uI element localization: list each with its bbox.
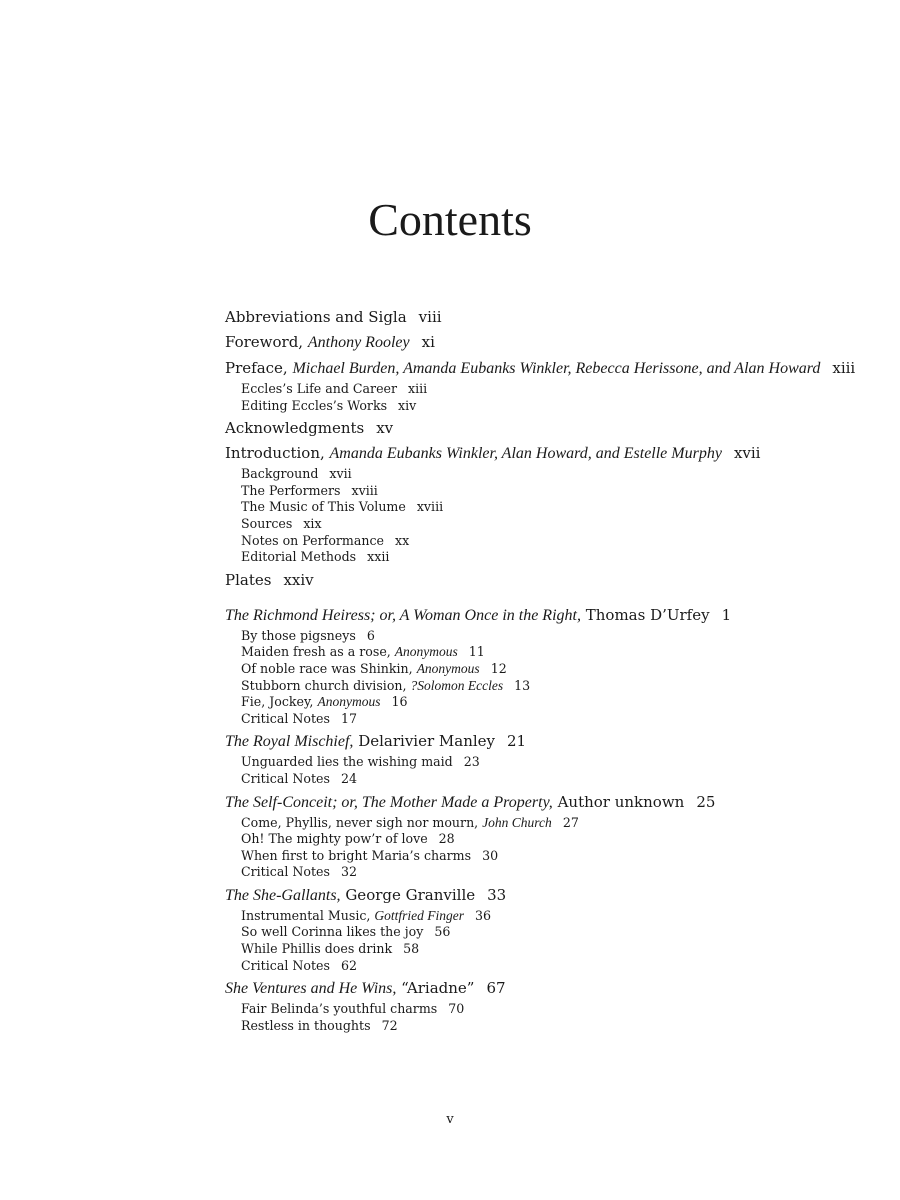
toc-entry-work[interactable] [225,977,885,1000]
work-title: The Royal Mischief, [225,733,354,751]
toc-entry-foreword[interactable] [225,331,885,354]
page-number: xvii [733,444,761,463]
page-number: xxiv [283,570,314,589]
page-number: 16 [391,694,408,710]
subentry-title: Sources [241,515,293,531]
page-number: xxii [367,549,390,565]
toc-subentries [225,815,885,881]
toc-entry-work[interactable] [225,730,885,753]
page-number: 13 [514,677,531,693]
entry-title: Plates [225,570,272,589]
toc-entry-abbreviations[interactable] [225,306,885,328]
page-number: 56 [434,924,451,940]
subentry-title: Notes on Performance [241,532,384,548]
toc-entry-work[interactable] [225,884,885,907]
page-number: 24 [340,770,357,786]
subentry-author: Gottfried Finger [374,907,465,923]
toc-subentry[interactable] [241,483,885,500]
subentry-title: Critical Notes [241,864,330,880]
toc-subentry[interactable] [241,398,885,415]
toc-subentries [225,1001,885,1034]
toc-subentry[interactable] [241,754,885,771]
subentry-title: Editing Eccles’s Works [241,397,388,413]
page-number: xviii [416,499,444,515]
page-number: xiv [398,397,417,413]
work-author: “Ariadne” [401,979,475,998]
toc-subentry[interactable] [241,815,885,832]
page-number: xiii [408,381,428,396]
toc-subentry[interactable] [241,1001,885,1018]
subentry-title: Restless in thoughts [241,1017,371,1033]
page-number: viii [418,308,442,326]
page-number: 6 [366,627,375,643]
subentry-title: The Music of This Volume [241,499,406,515]
subentry-author: Anonymous [317,694,381,710]
work-title: The Richmond Heiress; or, A Woman Once in the Right, [225,606,581,624]
page-number: 67 [486,979,506,998]
page-number: 28 [438,831,455,847]
page-number: 17 [340,710,357,726]
subentry-title: By those pigsneys [241,627,356,643]
page-number: xi [421,333,435,351]
page-number: xvii [329,466,352,482]
toc-entry-work[interactable] [225,791,885,814]
page-number: xiii [832,359,856,377]
toc-subentry[interactable] [241,771,885,788]
toc-subentry[interactable] [241,549,885,566]
entry-title: Introduction, [225,444,330,463]
page-number: 32 [340,864,357,880]
page-title: Contents [368,194,532,245]
subentry-author: John Church [482,814,552,830]
work-author: George Granville [345,885,476,904]
subentry-title: Critical Notes [241,710,330,726]
page-number: 12 [490,660,507,676]
subentry-author: Anonymous [416,660,480,676]
toc-subentry[interactable] [241,499,885,516]
work-title: She Ventures and He Wins, [225,980,397,998]
entry-title: Preface, [225,359,293,377]
work-title: The She-Gallants, [225,886,341,904]
toc-entry-work[interactable] [225,604,885,627]
subentry-title: Critical Notes [241,770,330,786]
subentry-title: Of noble race was Shinkin, [241,660,417,676]
page-number: 58 [403,941,420,957]
toc-subentries [225,628,885,728]
page-number: xx [395,532,410,548]
page-number: 30 [482,847,499,863]
toc-subentries [225,754,885,787]
page-number: 72 [381,1017,398,1033]
page-folio: v [446,1112,454,1127]
toc-subentry[interactable] [241,661,885,678]
page-number: 70 [448,1001,465,1017]
entry-title: Foreword, [225,333,308,351]
subentry-title: Come, Phyllis, never sigh nor mourn, [241,814,483,830]
page-number: 33 [487,885,507,904]
toc-subentry[interactable] [241,533,885,550]
toc-subentry[interactable] [241,466,885,483]
toc-subentry[interactable] [241,831,885,848]
subentry-title: Stubborn church division, [241,677,411,693]
entry-title: Acknowledgments [225,419,365,438]
subentry-title: Oh! The mighty pow’r of love [241,831,428,847]
work-author: Thomas D’Urfey [585,605,710,624]
table-of-contents [225,303,885,1036]
toc-subentries [225,381,885,414]
subentry-author: Anonymous [394,644,458,660]
toc-subentry[interactable] [241,924,885,941]
entry-title: Abbreviations and Sigla [225,308,407,326]
entry-author: Michael Burden, Amanda Eubanks Winkler, Rebecca Herissone, and Alan Howard [292,360,821,377]
toc-subentry[interactable] [241,628,885,645]
toc-subentry[interactable] [241,381,885,398]
page-number: 1 [721,605,732,624]
subentry-title: When first to bright Maria’s charms [241,847,472,863]
toc-entry-introduction[interactable] [225,442,885,465]
toc-subentry[interactable] [241,941,885,958]
subentry-title: Maiden fresh as a rose, [241,644,395,660]
entry-author: Anthony Rooley [307,334,410,351]
subentry-title: While Phillis does drink [241,941,393,957]
toc-subentry[interactable] [241,694,885,711]
subentry-author: ?Solomon Eccles [410,677,504,693]
toc-subentry[interactable] [241,1018,885,1035]
toc-subentry[interactable] [241,958,885,975]
toc-subentry[interactable] [241,864,885,881]
toc-entry-plates[interactable] [225,569,885,591]
work-title: The Self-Conceit; or, The Mother Made a Property, [225,793,553,811]
toc-entry-preface[interactable] [225,357,885,380]
subentry-title: So well Corinna likes the joy [241,924,424,940]
subentry-title: Instrumental Music, [241,907,375,923]
subentry-title: Background [241,466,319,482]
toc-entry-acknowledgments[interactable] [225,417,885,439]
subentry-title: The Performers [241,482,341,498]
subentry-title: Editorial Methods [241,549,357,565]
page-number: 25 [696,792,716,811]
subentry-title: Unguarded lies the wishing maid [241,754,453,770]
toc-subentry[interactable] [241,516,885,533]
page-number: xviii [351,482,378,498]
subentry-title: Fair Belinda’s youthful charms [241,1001,438,1017]
page-number: 23 [463,754,480,770]
toc-subentry[interactable] [241,908,885,925]
page-number: 36 [475,907,492,923]
page-number: 11 [468,644,485,660]
toc-subentry[interactable] [241,678,885,695]
page-number: xv [376,419,394,438]
page-number: xix [303,515,322,531]
toc-subentry[interactable] [241,644,885,661]
toc-subentry[interactable] [241,711,885,728]
toc-subentries [225,908,885,974]
entry-author: Amanda Eubanks Winkler, Alan Howard, and Estelle Murphy [329,445,722,463]
page-number: 21 [507,732,527,751]
work-author: Delarivier Manley [358,732,496,751]
work-author: Author unknown [557,792,685,811]
toc-subentries [225,466,885,566]
subentry-title: Eccles’s Life and Career [241,381,397,396]
page-number: 62 [340,957,357,973]
subentry-title: Fie, Jockey, [241,694,318,710]
subentry-title: Critical Notes [241,957,330,973]
toc-subentry[interactable] [241,848,885,865]
page-number: 27 [562,814,579,830]
